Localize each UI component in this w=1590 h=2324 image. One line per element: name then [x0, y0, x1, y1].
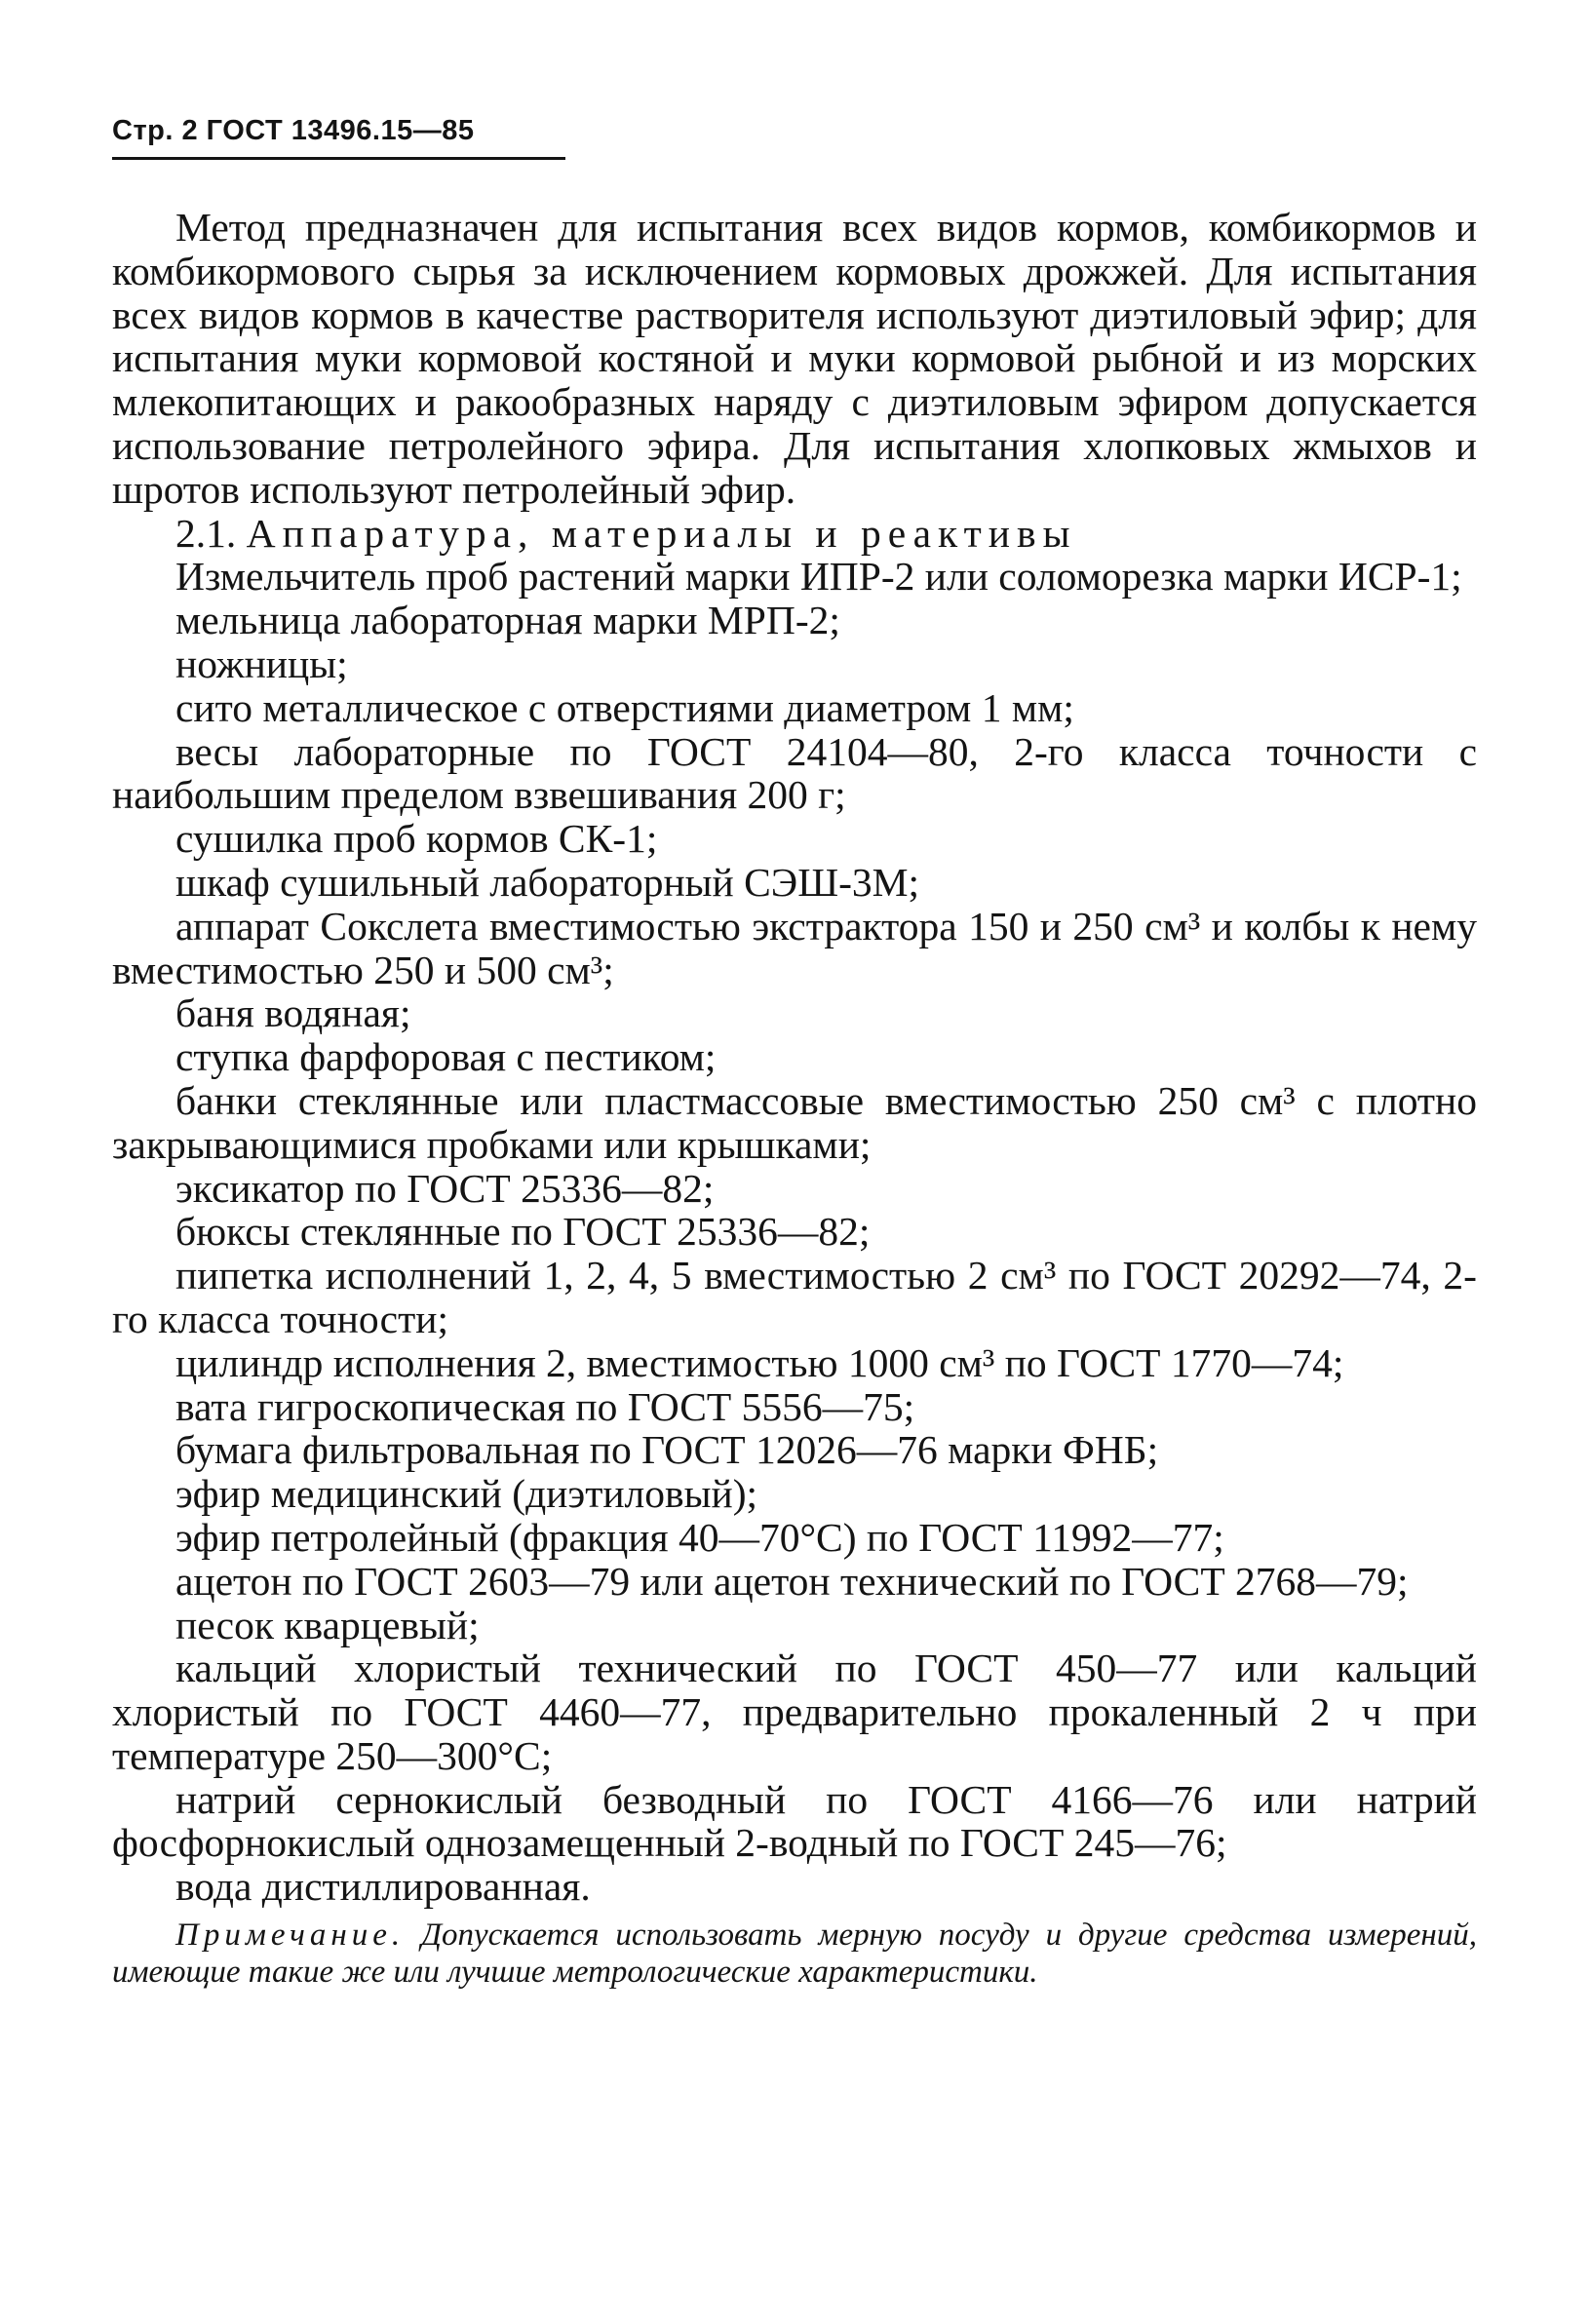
list-item: эфир петролейный (фракция 40—70°С) по ГОСТ 11992—77; [175, 1514, 1224, 1560]
list-item: кальций хлористый технический по ГОСТ 450—77 или кальций хлористый по ГОСТ 4460—77, предварительно прокаленный 2 ч при температуре 250—300°С; [112, 1646, 1477, 1778]
list-item: натрий сернокислый безводный по ГОСТ 4166—76 или натрий фосфорнокислый однозамещенный 2-водный по ГОСТ 245—76; [112, 1776, 1477, 1866]
section-number: 2.1. [175, 510, 237, 556]
list-item: бюксы стеклянные по ГОСТ 25336—82; [175, 1209, 871, 1255]
list-item: вода дистиллированная. [175, 1864, 591, 1910]
intro-paragraph: Метод предназначен для испытания всех видов кормов, комбикормов и комбикормового сырья за исключением кормовых дрожжей. Для испытания всех видов кормов в качестве растворителя используют диэтиловый эфир; для испытания муки кормовой костяной и муки кормовой рыбной и из морских млекопитающих и ракообразных наряду с диэтиловым эфиром допускается использование петролейного эфира. Для испытания хлопковых жмыхов и шротов используют петролейный эфир. [112, 205, 1477, 512]
list-item: песок кварцевый; [175, 1602, 480, 1647]
section-heading [112, 512, 1477, 556]
note-label: Примечание. [175, 1917, 406, 1954]
list-item: эксикатор по ГОСТ 25336—82; [175, 1165, 715, 1211]
list-item: бумага фильтровальная по ГОСТ 12026—76 марки ФНБ; [175, 1427, 1159, 1473]
list-item: сушилка проб кормов СК-1; [175, 816, 658, 862]
list-item: ступка фарфоровая с пестиком; [175, 1034, 717, 1080]
list-item: банки стеклянные или пластмассовые вместимостью 250 см³ с плотно закрывающимися пробками или крышками; [112, 1077, 1477, 1167]
section-title: Аппаратура, материалы и реактивы [246, 510, 1077, 556]
note-text: Допускается использовать мерную посуду и другие средства измерений, имеющие такие же или лучшие метрологические характеристики. [112, 1917, 1477, 1991]
list-item: ацетон по ГОСТ 2603—79 или ацетон технический по ГОСТ 2768—79; [175, 1558, 1409, 1604]
document-body [112, 206, 1477, 1991]
list-item: шкаф сушильный лабораторный СЭШ-3М; [175, 859, 920, 905]
list-item: эфир медицинский (диэтиловый); [175, 1471, 758, 1517]
list-item: сито металлическое с отверстиями диаметром 1 мм; [175, 684, 1074, 730]
list-item: весы лабораторные по ГОСТ 24104—80, 2-го класса точности с наибольшим пределом взвешивания 200 г; [112, 728, 1477, 818]
page-header: Стр. 2 ГОСТ 13496.15—85 [112, 115, 565, 160]
list-item: Измельчитель проб растений марки ИПР-2 или соломорезка марки ИСР-1; [175, 554, 1462, 600]
list-item: ножницы; [175, 640, 348, 686]
list-item: пипетка исполнений 1, 2, 4, 5 вместимостью 2 см³ по ГОСТ 20292—74, 2-го класса точности; [112, 1253, 1477, 1341]
list-item: цилиндр исполнения 2, вместимостью 1000 см³ по ГОСТ 1770—74; [175, 1339, 1344, 1385]
list-item: баня водяная; [175, 990, 411, 1036]
list-item: мельница лабораторная марки МРП-2; [175, 598, 840, 643]
list-item: аппарат Сокслета вместимостью экстрактора 150 и 250 см³ и колбы к нему вместимостью 250 и 500 см³; [112, 903, 1477, 992]
list-item: вата гигроскопическая по ГОСТ 5556—75; [175, 1383, 915, 1429]
note [112, 1917, 1477, 1991]
